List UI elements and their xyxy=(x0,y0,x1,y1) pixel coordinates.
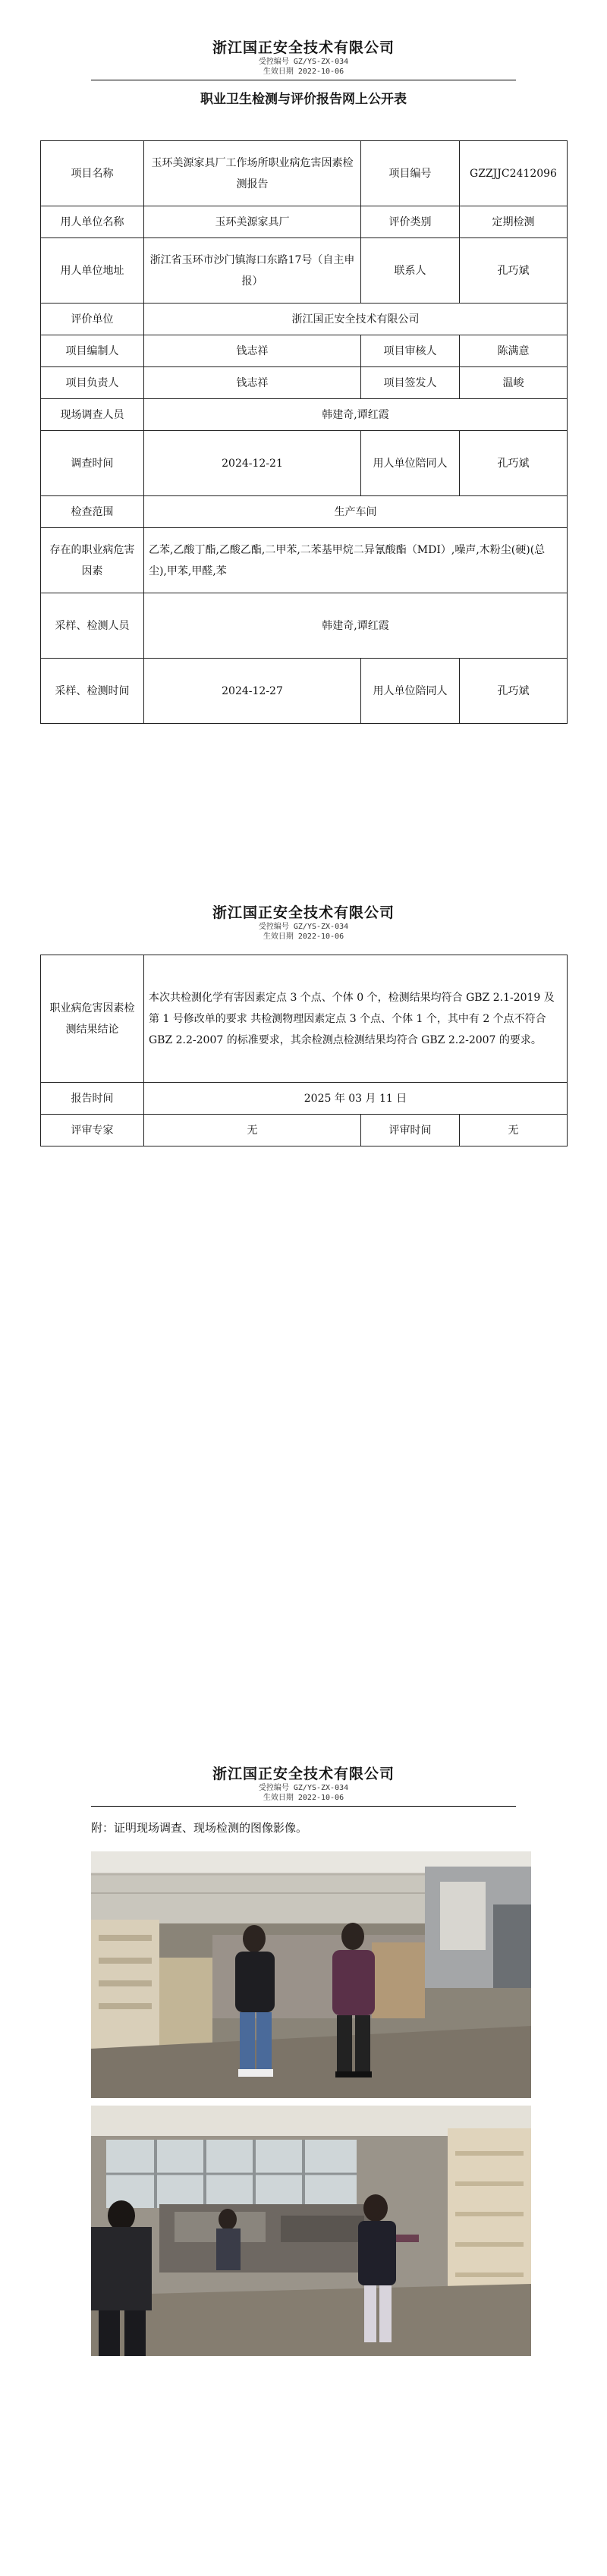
page-header xyxy=(0,36,607,80)
cell-value: 2024-12-27 xyxy=(144,659,361,724)
effective-date: 生效日期 2022-10-06 xyxy=(263,68,344,76)
cell-label: 用人单位陪同人 xyxy=(361,431,460,496)
table-row xyxy=(41,593,568,659)
control-number: 受控编号 GZ/YS-ZX-034 xyxy=(258,1784,349,1792)
cell-value: 乙苯,乙酸丁酯,乙酸乙酯,二甲苯,二苯基甲烷二异氰酸酯（MDI）,噪声,木粉尘(硬)(总尘),甲苯,甲醛,苯 xyxy=(144,528,568,593)
cell-value: 韩建奇,谭红霞 xyxy=(144,593,568,659)
table-row xyxy=(41,431,568,496)
site-survey-photo xyxy=(91,1851,531,2098)
cell-label: 项目编制人 xyxy=(41,335,144,367)
cell-label: 存在的职业病危害因素 xyxy=(41,528,144,593)
page-header xyxy=(0,901,607,942)
cell-label: 项目编号 xyxy=(361,141,460,206)
cell-value: 2025 年 03 月 11 日 xyxy=(144,1083,568,1115)
cell-label: 采样、检测人员 xyxy=(41,593,144,659)
cell-value: 本次共检测化学有害因素定点 3 个点、个体 0 个，检测结果均符合 GBZ 2.1-2019 及第 1 号修改单的要求 共检测物理因素定点 3 个点、个体 1 个，其中有 2 个点不符合 GBZ 2.2-2007 的标准要求，其余检测点检测结果均符合 GBZ 2.2-2007 的要求。 xyxy=(144,955,568,1083)
cell-value: 温峻 xyxy=(460,367,568,399)
disclosure-table xyxy=(40,140,568,724)
cell-label: 现场调查人员 xyxy=(41,399,144,431)
form-title: 职业卫生检测与评价报告网上公开表 xyxy=(200,92,407,107)
table-row xyxy=(41,141,568,206)
table-row xyxy=(41,528,568,593)
cell-value: 孔巧斌 xyxy=(460,659,568,724)
company-name: 浙江国正安全技术有限公司 xyxy=(212,39,395,56)
cell-value: 玉环美源家具厂工作场所职业病危害因素检测报告 xyxy=(144,141,361,206)
cell-value: GZZJJC2412096 xyxy=(460,141,568,206)
cell-label: 项目审核人 xyxy=(361,335,460,367)
cell-value: 浙江省玉环市沙门镇海口东路17号（自主申报） xyxy=(144,238,361,304)
cell-label: 检查范围 xyxy=(41,496,144,528)
cell-value: 陈满意 xyxy=(460,335,568,367)
cell-value: 无 xyxy=(460,1115,568,1146)
cell-label: 评价单位 xyxy=(41,304,144,335)
table-row xyxy=(41,206,568,238)
page-2 xyxy=(0,901,607,942)
effective-date: 生效日期 2022-10-06 xyxy=(263,1794,344,1802)
site-inspection-photo xyxy=(91,2106,531,2356)
cell-label: 项目名称 xyxy=(41,141,144,206)
conclusion-table xyxy=(40,955,568,1146)
cell-label: 用人单位地址 xyxy=(41,238,144,304)
cell-label: 报告时间 xyxy=(41,1083,144,1115)
table-row xyxy=(41,1083,568,1115)
control-number: 受控编号 GZ/YS-ZX-034 xyxy=(258,58,349,66)
header-divider xyxy=(91,1806,516,1807)
cell-value: 孔巧斌 xyxy=(460,431,568,496)
table-row xyxy=(41,1115,568,1146)
cell-label: 采样、检测时间 xyxy=(41,659,144,724)
company-name: 浙江国正安全技术有限公司 xyxy=(212,1766,395,1782)
cell-value: 生产车间 xyxy=(144,496,568,528)
cell-label: 职业病危害因素检测结果结论 xyxy=(41,955,144,1083)
cell-label: 评审专家 xyxy=(41,1115,144,1146)
effective-date: 生效日期 2022-10-06 xyxy=(263,933,344,941)
cell-label: 评价类别 xyxy=(361,206,460,238)
cell-label: 调查时间 xyxy=(41,431,144,496)
page-header xyxy=(0,1763,607,1807)
attachment-note: 附：证明现场调查、现场检测的图像影像。 xyxy=(91,1821,308,1835)
table-row xyxy=(41,335,568,367)
cell-label: 联系人 xyxy=(361,238,460,304)
cell-label: 用人单位陪同人 xyxy=(361,659,460,724)
cell-value: 2024-12-21 xyxy=(144,431,361,496)
table-row xyxy=(41,238,568,304)
cell-value: 浙江国正安全技术有限公司 xyxy=(144,304,568,335)
page-3 xyxy=(0,1763,607,1807)
table-row xyxy=(41,955,568,1083)
cell-label: 用人单位名称 xyxy=(41,206,144,238)
cell-label: 项目负责人 xyxy=(41,367,144,399)
control-number: 受控编号 GZ/YS-ZX-034 xyxy=(258,923,349,931)
cell-value: 孔巧斌 xyxy=(460,238,568,304)
page-1 xyxy=(0,36,607,107)
cell-value: 定期检测 xyxy=(460,206,568,238)
cell-value: 无 xyxy=(144,1115,361,1146)
table-row xyxy=(41,304,568,335)
table-row xyxy=(41,496,568,528)
table-row xyxy=(41,367,568,399)
table-row xyxy=(41,399,568,431)
cell-label: 评审时间 xyxy=(361,1115,460,1146)
company-name: 浙江国正安全技术有限公司 xyxy=(212,904,395,921)
cell-value: 钱志祥 xyxy=(144,335,361,367)
cell-value: 钱志祥 xyxy=(144,367,361,399)
cell-value: 玉环美源家具厂 xyxy=(144,206,361,238)
cell-label: 项目签发人 xyxy=(361,367,460,399)
table-row xyxy=(41,659,568,724)
cell-value: 韩建奇,谭红霞 xyxy=(144,399,568,431)
